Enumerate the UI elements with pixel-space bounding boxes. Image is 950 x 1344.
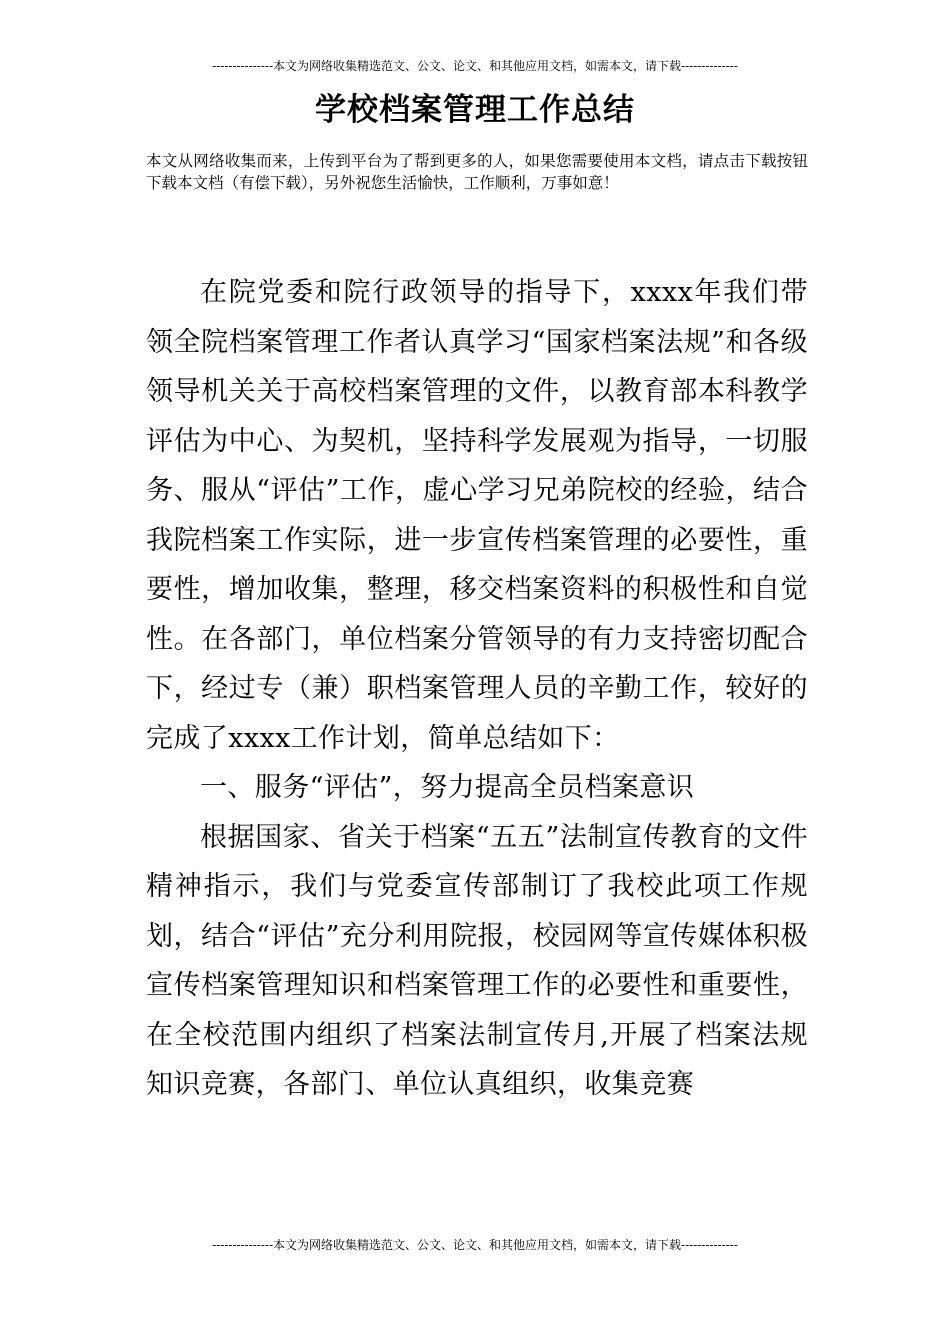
section-heading-1: 一、服务“评估”，努力提高全员档案意识 xyxy=(200,772,695,803)
running-footer: ---------------本文为网络收集精选范文、公文、论文、和其他应用文档，如需本文，请下载-------------- xyxy=(212,1238,738,1252)
document-body xyxy=(146,268,808,1110)
running-header: ---------------本文为网络收集精选范文、公文、论文、和其他应用文档，如需本文，请下载-------------- xyxy=(212,59,738,73)
download-notice: 本文从网络收集而来，上传到平台为了帮到更多的人，如果您需要使用本文档，请点击下载按钮下载本文档（有偿下载），另外祝您生活愉快，工作顺利，万事如意！ xyxy=(146,152,808,192)
body-paragraph-intro: 在院党委和院行政领导的指导下，xxxx年我们带领全院档案管理工作者认真学习“国家档案法规”和各级领导机关关于高校档案管理的文件，以教育部本科教学评估为中心、为契机，坚持科学发展观为指导，一切服务、服从“评估”工作，虚心学习兄弟院校的经验，结合我院档案工作实际，进一步宣传档案管理的必要性，重要性，增加收集，整理，移交档案资料的积极性和自觉性。在各部门，单位档案分管领导的有力支持密切配合下，经过专（兼）职档案管理人员的辛勤工作，较好的完成了xxxx工作计划，简单总结如下： xyxy=(146,277,808,754)
body-paragraph-section-1: 根据国家、省关于档案“五五”法制宣传教育的文件精神指示，我们与党委宣传部制订了我校此项工作规划，结合“评估”充分利用院报，校园网等宣传媒体积极宣传档案管理知识和档案管理工作的必要性和重要性，在全校范围内组织了档案法制宣传月,开展了档案法规知识竞赛，各部门、单位认真组织，收集竞赛 xyxy=(146,821,808,1100)
document-title: 学校档案管理工作总结 xyxy=(315,92,635,128)
